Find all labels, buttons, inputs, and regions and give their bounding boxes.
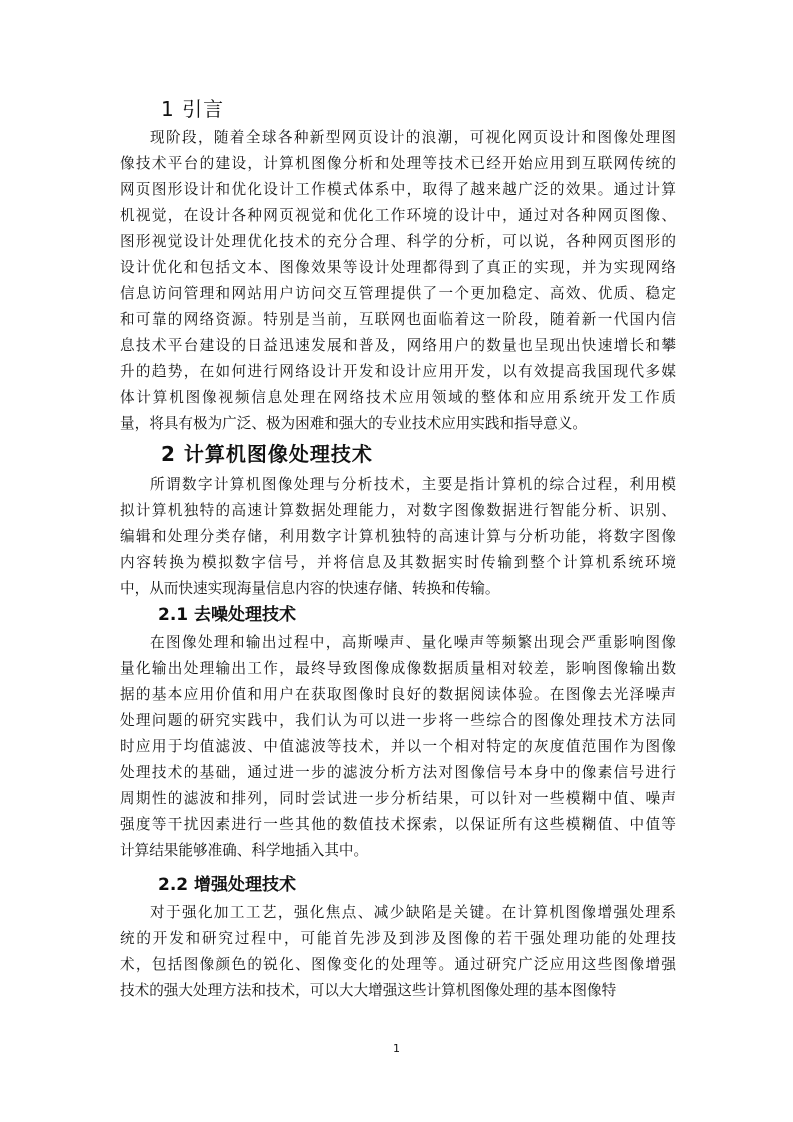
paragraph-line: 现阶段，随着全球各种新型网页设计的浪潮，可视化网页设计和图像处理图 [150, 129, 676, 146]
paragraph-line: 拟计算机独特的高速计算数据处理能力，对数字图像数据进行智能分析、识别、 [120, 502, 676, 519]
paragraph-line: 图形视觉设计处理优化技术的充分合理、科学的分析，可以说，各种网页图形的 [120, 233, 676, 250]
section-2-heading: 2 计算机图像处理技术 [161, 442, 373, 466]
paragraph-line: 信息访问管理和网站用户访问交互管理提供了一个更加稳定、高效、优质、稳定 [120, 285, 676, 302]
paragraph-line: 和可靠的网络资源。特别是当前，互联网也面临着这一阶段，随着新一代国内信 [120, 311, 676, 328]
paragraph-line: 对于强化加工工艺，强化焦点、减少缺陷是关键。在计算机图像增强处理系 [150, 904, 676, 921]
paragraph-line: 升的趋势，在如何进行网络设计开发和设计应用开发，以有效提高我国现代多媒 [120, 363, 676, 380]
paragraph-line: 强度等干扰因素进行一些其他的数值技术探索，以保证所有这些模糊值、中值等 [120, 816, 676, 833]
paragraph-line: 量化输出处理输出工作，最终导致图像成像数据质量相对较差，影响图像输出数 [120, 660, 676, 677]
section-1-paragraph [120, 125, 676, 437]
paragraph-line: 据的基本应用价值和用户在获取图像时良好的数据阅读体验。在图像去光泽噪声 [120, 686, 676, 703]
section-1-heading: 1 引言 [161, 97, 225, 121]
paragraph-line: 所谓数字计算机图像处理与分析技术，主要是指计算机的综合过程，利用模 [150, 476, 676, 493]
paragraph-line: 技术的强大处理方法和技术，可以大大增强这些计算机图像处理的基本图像特 [120, 982, 617, 999]
section-2-2-heading: 2.2 增强处理技术 [158, 875, 297, 895]
section-2-1-heading: 2.1 去噪处理技术 [158, 605, 297, 625]
paragraph-line: 统的开发和研究过程中，可能首先涉及到涉及图像的若干强处理功能的处理技 [120, 930, 676, 947]
paragraph-line: 处理问题的研究实践中，我们认为可以进一步将一些综合的图像处理技术方法同 [120, 712, 676, 729]
section-2-1-paragraph [120, 630, 676, 864]
paragraph-line: 计算结果能够准确、科学地插入其中。 [120, 842, 369, 859]
paragraph-line: 网页图形设计和优化设计工作模式体系中，取得了越来越广泛的效果。通过计算 [120, 181, 676, 198]
paragraph-line: 编辑和处理分类存储，利用数字计算机独特的高速计算与分析功能，将数字图像 [120, 528, 676, 545]
paragraph-line: 内容转换为模拟数字信号，并将信息及其数据实时传输到整个计算机系统环境 [120, 554, 676, 571]
section-2-2-paragraph [120, 900, 676, 1004]
paragraph-line: 设计优化和包括文本、图像效果等设计处理都得到了真正的实现，并为实现网络 [120, 259, 676, 276]
paragraph-line: 机视觉，在设计各种网页视觉和优化工作环境的设计中，通过对各种网页图像、 [120, 207, 676, 224]
paragraph-line: 时应用于均值滤波、中值滤波等技术，并以一个相对特定的灰度值范围作为图像 [120, 738, 676, 755]
paragraph-line: 周期性的滤波和排列，同时尝试进一步分析结果，可以针对一些模糊中值、噪声 [120, 790, 676, 807]
paragraph-line: 处理技术的基础，通过进一步的滤波分析方法对图像信号本身中的像素信号进行 [120, 764, 676, 781]
paragraph-line: 中，从而快速实现海量信息内容的快速存储、转换和传输。 [120, 580, 500, 597]
section-2-paragraph [120, 472, 676, 602]
paragraph-line: 量，将具有极为广泛、极为困难和强大的专业技术应用实践和指导意义。 [120, 415, 588, 432]
paragraph-line: 在图像处理和输出过程中，高斯噪声、量化噪声等频繁出现会严重影响图像 [150, 634, 676, 651]
paragraph-line: 术，包括图像颜色的锐化、图像变化的处理等。通过研究广泛应用这些图像增强 [120, 956, 676, 973]
paragraph-line: 息技术平台建设的日益迅速发展和普及，网络用户的数量也呈现出快速增长和攀 [120, 337, 676, 354]
paragraph-line: 像技术平台的建设，计算机图像分析和处理等技术已经开始应用到互联网传统的 [120, 155, 676, 172]
paragraph-line: 体计算机图像视频信息处理在网络技术应用领域的整体和应用系统开发工作质 [120, 389, 676, 406]
page-number: 1 [393, 1042, 400, 1055]
